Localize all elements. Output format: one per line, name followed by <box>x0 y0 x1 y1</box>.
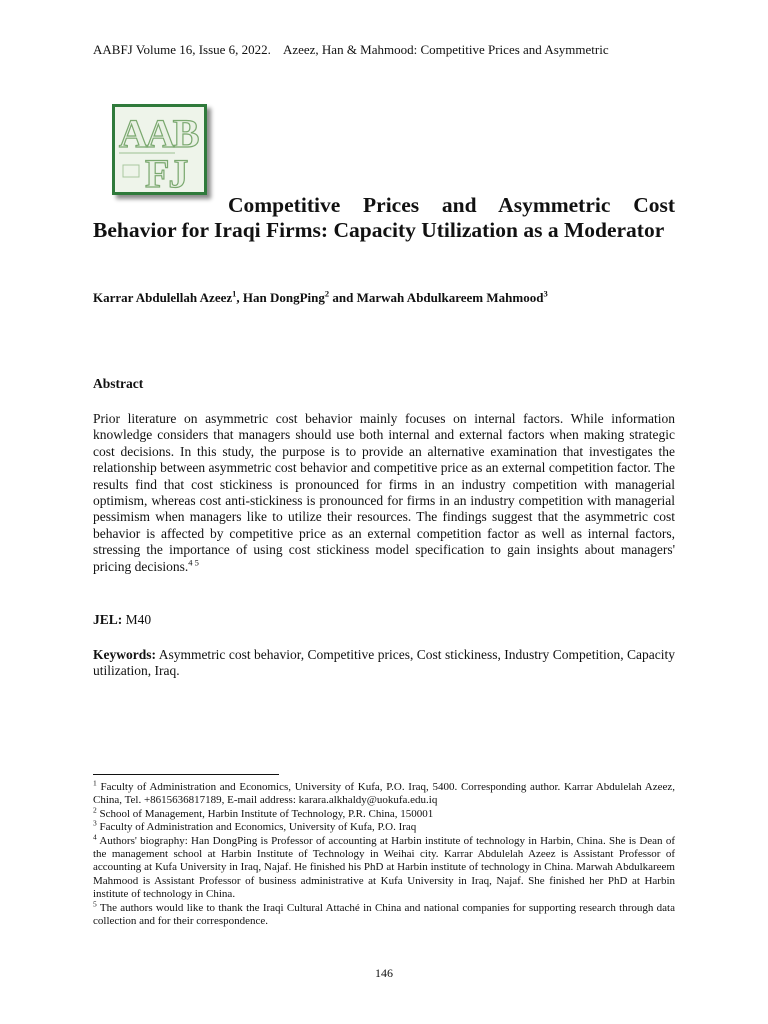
author-list <box>93 290 693 306</box>
author-separator: , <box>236 290 243 305</box>
footnote-mark: 3 <box>93 818 97 828</box>
author-name: Karrar Abdulellah Azeez <box>93 290 233 305</box>
footnote-text: The authors would like to thank the Iraqi Cultural Attaché in China and national companies for supporting research through data collection and for their correspondence. <box>93 901 675 928</box>
journal-logo <box>112 104 207 195</box>
footnote-mark: 1 <box>93 778 97 788</box>
title-line-first: Competitive Prices and Asymmetric Cost <box>228 193 675 217</box>
keywords <box>93 647 675 680</box>
footnote-text: School of Management, Harbin Institute of Technology, P.R. China, 150001 <box>96 807 434 820</box>
footnote-text: Authors' biography: Han DongPing is Professor of accounting at Harbin institute of technology in Harbin, China. She is Dean of the management school at Harbin Institute of Technology in Weihai city. Karrar Abdulelah Azeez is Assistant Professor of accounting at Kufa University in Iraq, Najaf. He finished his PhD at Harbin institute of technology in China. Marwah Abdulkareem Mahmood is Assistant Professor of business administrative at Kufa University in Iraq, Najaf. She finished her PhD at Harbin institute of technology in China. <box>93 834 675 901</box>
title-line-rest: Behavior for Iraqi Firms: Capacity Utilization as a Moderator <box>93 218 665 242</box>
keywords-label: Keywords: <box>93 647 156 662</box>
footnote-text: Faculty of Administration and Economics, University of Kufa, P.O. Iraq <box>96 821 417 834</box>
footnote <box>93 831 675 902</box>
abstract-heading: Abstract <box>93 376 144 391</box>
author-name: Marwah Abdulkareem Mahmood <box>356 290 544 305</box>
author-name: Han DongPing <box>242 290 325 305</box>
abstract-body <box>93 411 675 575</box>
footnotes <box>93 778 675 928</box>
footnote <box>93 818 675 834</box>
footnote <box>93 899 675 929</box>
paper-title <box>93 193 675 243</box>
footnote-mark: 4 5 <box>188 557 199 568</box>
running-header <box>93 42 693 58</box>
jel-value: M40 <box>122 612 152 627</box>
logo-graphic <box>115 107 204 192</box>
footnote-mark: 2 <box>93 805 97 815</box>
keywords-value: Asymmetric cost behavior, Competitive prices, Cost stickiness, Industry Competition, Capacity utilization, Iraq. <box>93 647 675 679</box>
footnote-mark: 3 <box>543 288 548 299</box>
logo-text-top: AAB <box>119 111 198 156</box>
jel-classification <box>93 612 151 628</box>
jel-label: JEL: <box>93 612 123 627</box>
abstract-text: Prior literature on asymmetric cost behavior mainly focuses on internal factors. While information knowledge considers that managers should use both internal and external factors when making strategic cost decisions. In this study, the purpose is to provide an alternative examination that investigates the relationship between asymmetric cost behavior and competitive price as an external competition factor. The results find that cost stickiness is pronounced for firms in an industry competition with managerial optimism, whereas cost anti-stickiness is pronounced for firms in an industry competition with managerial pessimism when managers like to utilize their resources. The findings suggest that the asymmetric cost behavior is affected by competitive price as an external competition factor as well as internal factors, stressing the importance of using cost stickiness model specification to gain insights about managers' pricing decisions. <box>93 411 675 574</box>
running-title: Azeez, Han & Mahmood: Competitive Prices and Asymmetric <box>282 42 609 57</box>
page-number: 146 <box>375 966 393 980</box>
footnote-mark: 5 <box>93 899 97 908</box>
footnote-mark: 2 <box>324 288 330 299</box>
footnote-mark: 1 <box>232 288 237 299</box>
footnote <box>93 778 675 808</box>
footnote-text: Faculty of Administration and Economics, University of Kufa, P.O. Iraq, 5400. Corresponding author. Karrar Abdulelah Azeez, China, Tel. +8615636817189, E-mail address: karara.alkhaldy@uokufa.edu.iq <box>93 781 675 807</box>
footnote-mark: 4 <box>93 831 97 841</box>
author-separator: and <box>329 290 357 305</box>
footnote <box>93 805 675 821</box>
journal-citation: AABFJ Volume 16, Issue 6, 2022. <box>93 42 271 57</box>
footnote-divider <box>93 774 279 775</box>
logo-text-bottom: FJ <box>145 151 188 192</box>
